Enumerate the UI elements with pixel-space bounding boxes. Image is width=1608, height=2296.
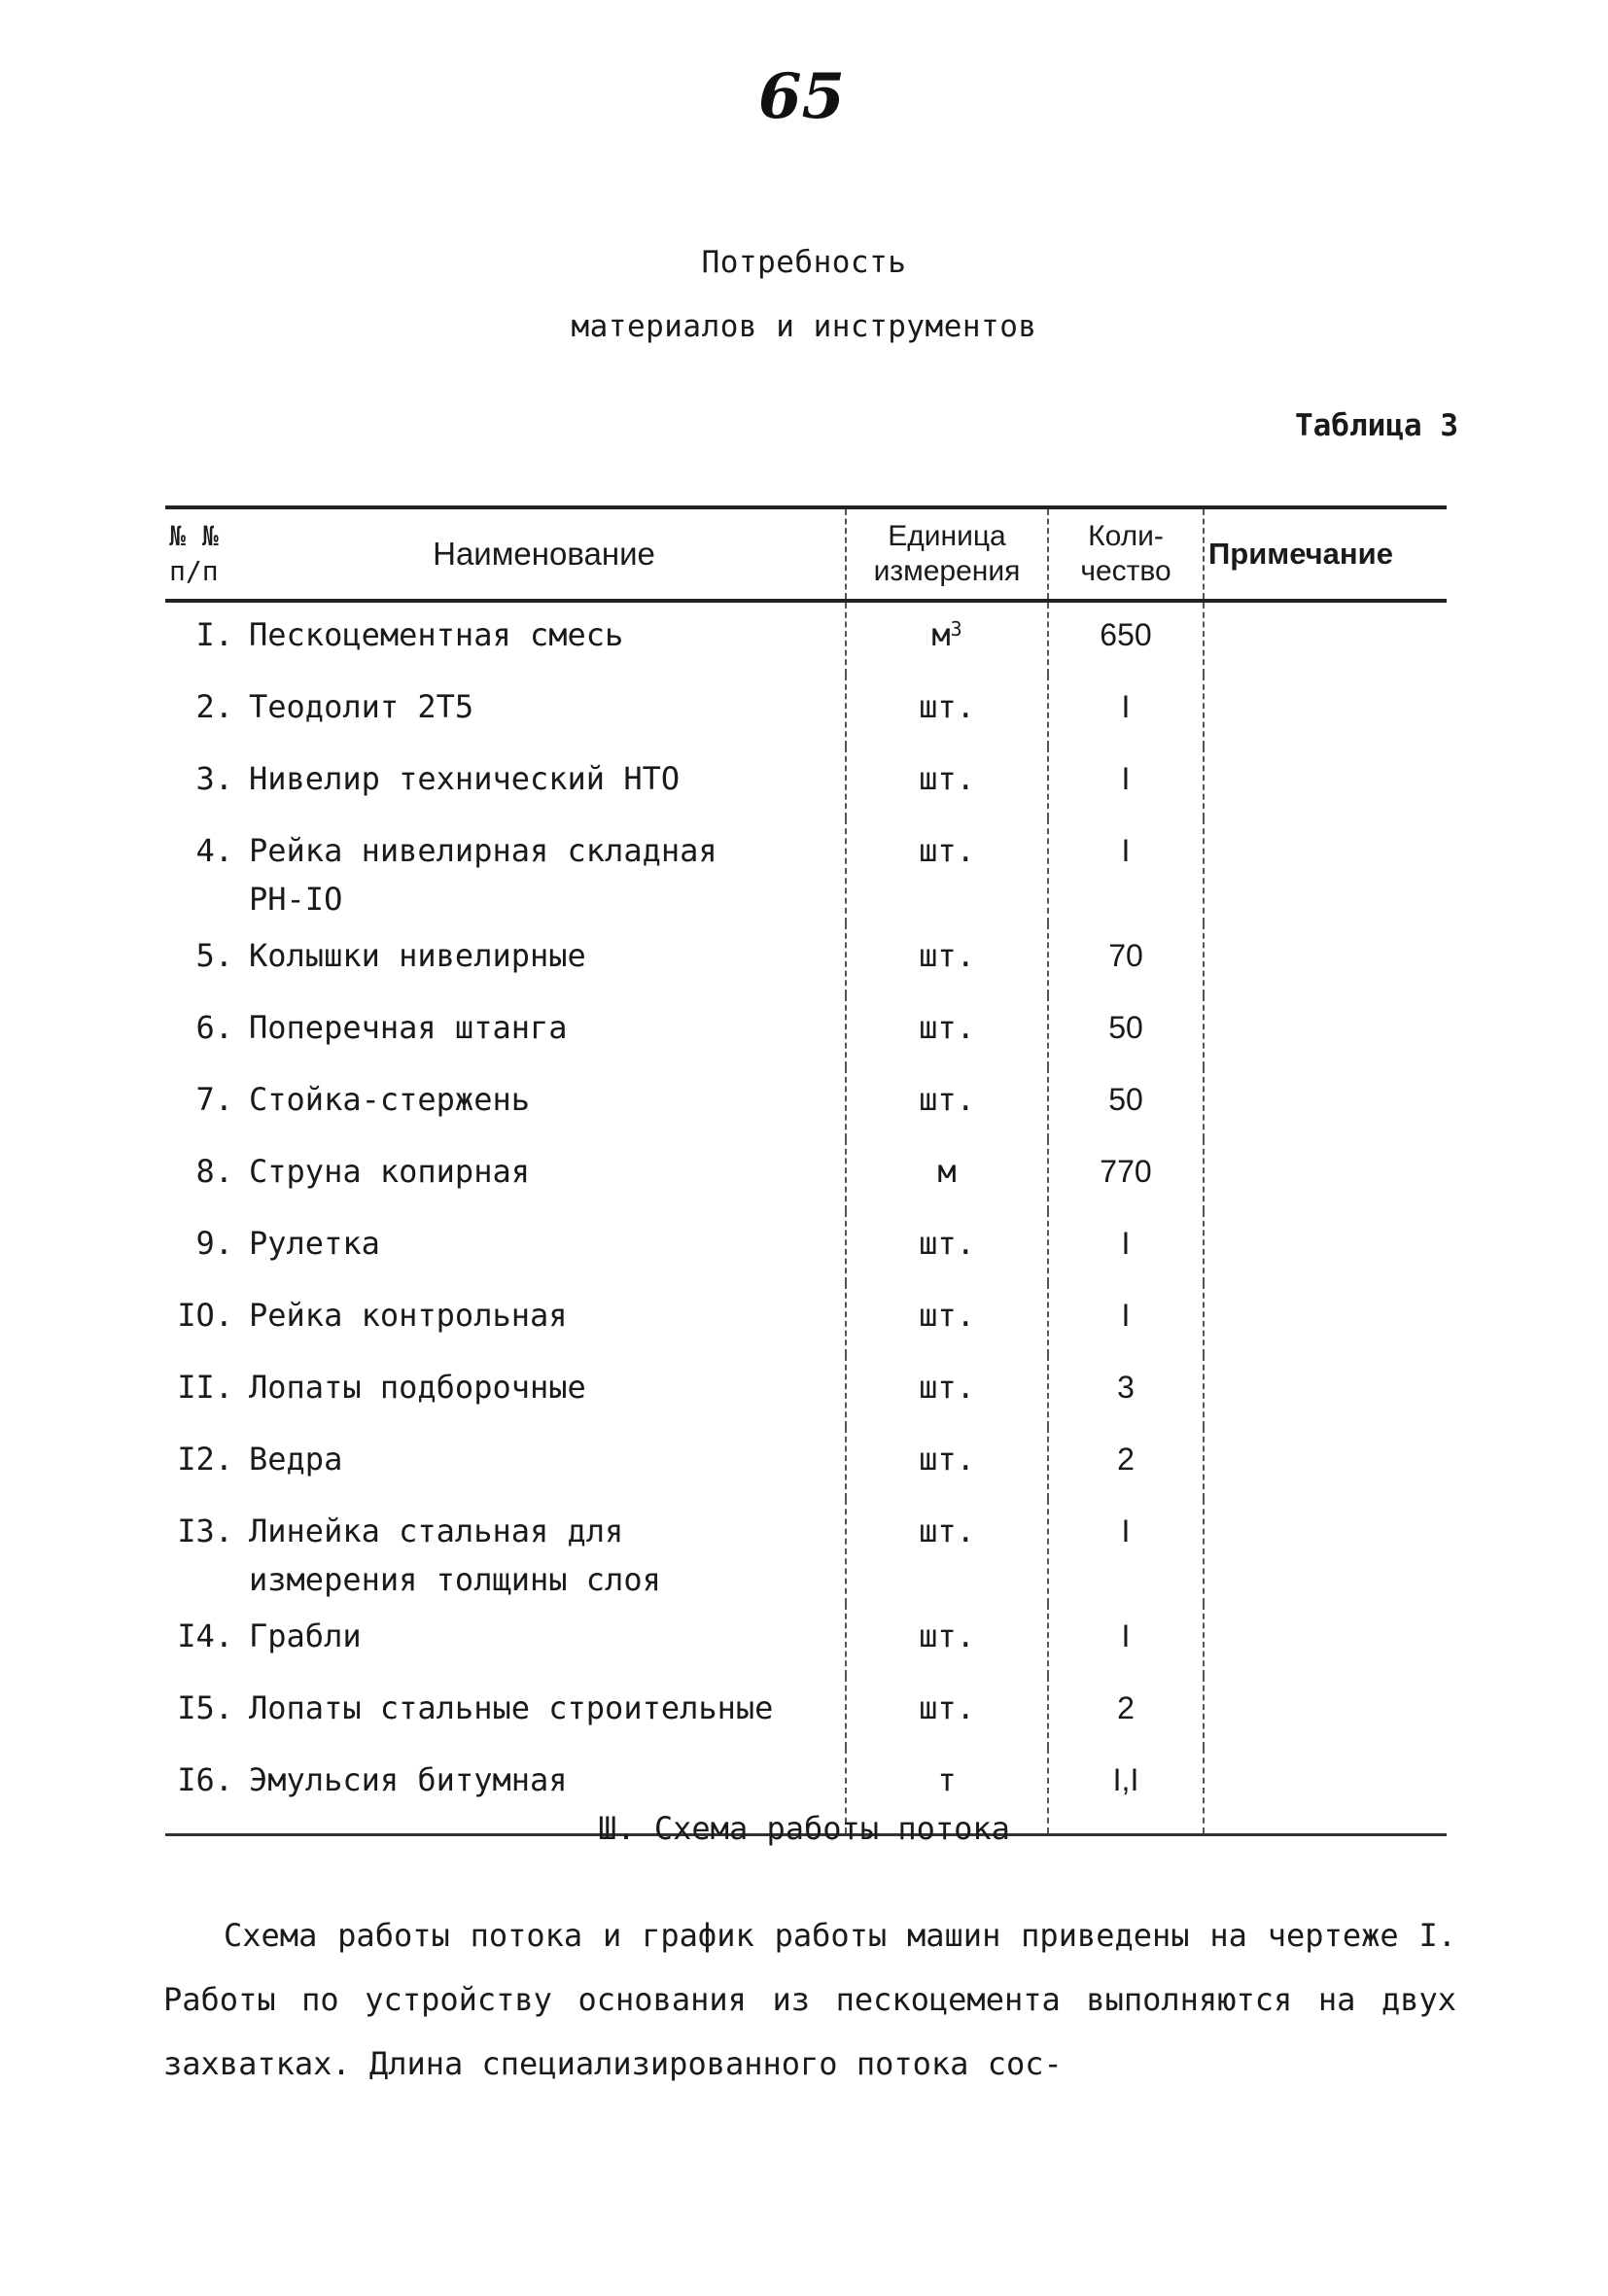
row-unit [846,1139,1048,1211]
row-name [243,995,846,1067]
row-quantity-text: I [1121,1226,1131,1261]
table-row [165,923,1447,995]
row-unit [846,1676,1048,1748]
row-number [165,1499,243,1604]
row-unit [846,1604,1048,1676]
row-unit-text: шт. [919,1441,975,1478]
row-name-text: Поперечная штанга [249,1009,568,1046]
row-name [243,1067,846,1139]
header-unit [846,507,1048,601]
row-quantity-text: 650 [1100,617,1152,652]
row-number-text: 7. [195,1081,233,1118]
row-quantity [1048,747,1204,818]
row-name-text: Рейка контрольная [249,1297,568,1334]
row-note [1204,818,1447,923]
row-number [165,1283,243,1355]
row-quantity [1048,675,1204,747]
row-name [243,1676,846,1748]
table-row [165,1355,1447,1427]
table-row [165,1427,1447,1499]
row-unit [846,1067,1048,1139]
table-row [165,1604,1447,1676]
table-row [165,675,1447,747]
row-number-text: I. [195,616,233,653]
row-number-text: 4. [195,832,233,869]
row-quantity [1048,995,1204,1067]
row-number-text: I4. [177,1618,233,1654]
row-number [165,1067,243,1139]
row-name-text: Грабли [249,1618,362,1654]
row-note [1204,1139,1447,1211]
row-unit-text: м [937,1153,957,1190]
header-quantity [1048,507,1204,601]
row-note [1204,1427,1447,1499]
table-row [165,1676,1447,1748]
row-note [1204,1499,1447,1604]
row-number-text: 9. [195,1225,233,1262]
row-name-text: Эмульсия битумная [249,1761,568,1798]
row-quantity [1048,601,1204,675]
row-quantity [1048,1604,1204,1676]
row-unit [846,601,1048,675]
row-name-text: Рулетка [249,1225,380,1262]
row-number [165,747,243,818]
row-unit-text: шт. [919,937,975,974]
row-number [165,818,243,923]
header-number-label: № № п/п [169,520,219,587]
table-row [165,1211,1447,1283]
row-name-text: Пескоцементная смесь [249,616,624,653]
row-unit [846,818,1048,923]
row-unit [846,995,1048,1067]
row-unit [846,747,1048,818]
row-name [243,1211,846,1283]
row-unit [846,923,1048,995]
row-name-text: Рейка нивелирная складная РН-IO [249,832,717,918]
materials-table [165,505,1447,1838]
row-name [243,675,846,747]
table-row [165,747,1447,818]
row-note [1204,601,1447,675]
table-header-row [165,507,1447,601]
row-number-text: 8. [195,1153,233,1190]
row-number-text: 5. [195,937,233,974]
row-unit [846,1499,1048,1604]
row-quantity [1048,1211,1204,1283]
row-note [1204,995,1447,1067]
header-name [243,507,846,601]
row-note [1204,675,1447,747]
row-note [1204,1604,1447,1676]
table-label: Таблица 3 [1295,408,1458,443]
row-name [243,1427,846,1499]
table-row [165,818,1447,923]
row-quantity-text: I [1121,1618,1131,1653]
row-quantity-text: 3 [1117,1370,1135,1405]
row-unit-text: шт. [919,1009,975,1046]
row-quantity-text: I [1121,761,1131,796]
row-note [1204,1355,1447,1427]
row-number [165,1139,243,1211]
row-name [243,1283,846,1355]
row-quantity-text: I,I [1112,1762,1139,1797]
table-row [165,995,1447,1067]
row-quantity-text: 50 [1108,1082,1143,1117]
header-note [1204,507,1447,601]
row-note [1204,1676,1447,1748]
row-number-text: 2. [195,688,233,725]
row-name [243,1355,846,1427]
row-name-text: Колышки нивелирные [249,937,586,974]
row-unit-text: шт. [919,688,975,725]
row-quantity [1048,1355,1204,1427]
section-heading: Ш. Схема работы потока [598,1810,1010,1847]
row-name [243,923,846,995]
row-name-text: Лопаты стальные строительные [249,1689,774,1726]
header-name-label: Наименование [433,536,655,572]
document-subtitle: материалов и инструментов [571,309,1037,344]
row-unit [846,675,1048,747]
row-unit-text: шт. [919,1225,975,1262]
row-quantity-text: 2 [1117,1690,1135,1725]
row-unit-text: шт. [919,1689,975,1726]
unit-superscript: 3 [950,617,962,641]
row-name [243,1604,846,1676]
row-unit-text: шт. [919,760,975,797]
row-quantity-text: 770 [1100,1154,1152,1189]
row-quantity-text: 70 [1108,938,1143,973]
row-quantity-text: 50 [1108,1010,1143,1045]
row-quantity [1048,1676,1204,1748]
table-row [165,1283,1447,1355]
table-row [165,1067,1447,1139]
row-number [165,923,243,995]
row-name [243,747,846,818]
row-note [1204,747,1447,818]
header-unit-label: Единица измерения [873,520,1021,587]
row-number [165,995,243,1067]
row-number-text: IO. [177,1297,233,1334]
row-number [165,601,243,675]
row-unit [846,1283,1048,1355]
row-unit [846,1211,1048,1283]
materials-table-container [165,505,1447,1838]
row-note [1204,1283,1447,1355]
row-note [1204,1067,1447,1139]
header-quantity-label: Коли- чество [1080,520,1171,587]
row-number-text: I5. [177,1689,233,1726]
row-name-text: Ведра [249,1441,343,1478]
row-quantity [1048,1283,1204,1355]
row-quantity-text: I [1121,833,1131,868]
row-unit-text: шт. [919,1297,975,1334]
row-number-text: 3. [195,760,233,797]
row-unit-text: м [931,616,951,653]
row-name-text: Стойка-стержень [249,1081,530,1118]
row-name-text: Линейка стальная для измерения толщины слоя [249,1513,661,1598]
row-quantity [1048,1499,1204,1604]
row-number [165,675,243,747]
row-name-text: Нивелир технический НТО [249,760,681,797]
row-number-text: I2. [177,1441,233,1478]
row-name-text: Лопаты подборочные [249,1369,586,1406]
row-quantity [1048,923,1204,995]
table-row [165,1499,1447,1604]
row-number [165,1676,243,1748]
row-number [165,1355,243,1427]
row-number [165,1427,243,1499]
document-title: Потребность [701,245,907,280]
row-quantity [1048,1427,1204,1499]
row-number-text: 6. [195,1009,233,1046]
row-unit-text: шт. [919,832,975,869]
row-quantity-text: I [1121,1298,1131,1333]
section-paragraph: Схема работы потока и график работы машин приведены на чертеже I. Работы по устройству основания из пескоцемента выполняются на двух захватках. Длина специализированного потока сос- [163,1917,1456,2082]
page-number: 65 [758,60,846,133]
row-unit [846,1427,1048,1499]
row-name [243,1499,846,1604]
row-number-text: I3. [177,1513,233,1549]
row-number-text: II. [177,1369,233,1406]
row-unit-text: шт. [919,1369,975,1406]
row-unit-text: т [937,1761,957,1798]
row-quantity-text: I [1121,1513,1131,1548]
row-quantity-text: 2 [1117,1442,1135,1477]
row-unit-text: шт. [919,1513,975,1549]
row-number [165,1211,243,1283]
row-name [243,818,846,923]
row-unit [846,1355,1048,1427]
row-name [243,601,846,675]
row-quantity [1048,818,1204,923]
row-note [1204,1211,1447,1283]
row-quantity [1048,1139,1204,1211]
row-quantity-text: I [1121,689,1131,724]
row-number [165,1604,243,1676]
row-unit-text: шт. [919,1618,975,1654]
row-unit-text: шт. [919,1081,975,1118]
table-body [165,601,1447,1835]
row-name-text: Струна копирная [249,1153,530,1190]
row-number-text: I6. [177,1761,233,1798]
row-name [243,1139,846,1211]
row-quantity [1048,1067,1204,1139]
header-number [165,507,243,601]
row-name-text: Теодолит 2Т5 [249,688,474,725]
table-row [165,601,1447,675]
row-note [1204,923,1447,995]
table-row [165,1139,1447,1211]
header-note-label: Примечание [1208,537,1393,571]
